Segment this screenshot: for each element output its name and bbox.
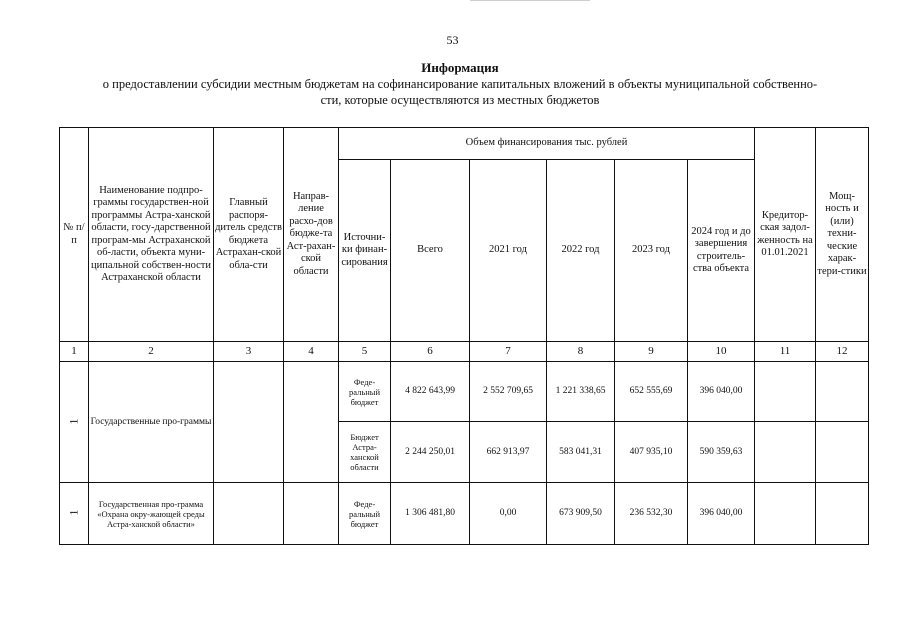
- table-row: [60, 483, 869, 545]
- column-number: 12: [816, 342, 869, 362]
- value-2023: 407 935,10: [615, 422, 688, 483]
- chief-manager-cell: [214, 362, 284, 483]
- header-name: Наименование подпро-граммы государствен-ной программы Астра-ханской области, госу-дарственной програм-мы Астраханской об-ласти, объекта муни-ципальной собствен-ности Астраханской области: [89, 128, 214, 342]
- funding-source: Феде-ральный бюджет: [339, 362, 391, 422]
- header-sources: Источни-ки финан-сирования: [339, 160, 391, 342]
- row-number-cell: [60, 483, 89, 545]
- column-number: 11: [755, 342, 816, 362]
- value-2021: 662 913,97: [470, 422, 547, 483]
- header-funding-group: Объем финансирования тыс. рублей: [339, 128, 755, 160]
- program-name: Государственные про-граммы: [89, 362, 214, 483]
- column-number: 3: [214, 342, 284, 362]
- header-creditor-debt: Кредитор-ская задол-женность на 01.01.2021: [755, 128, 816, 342]
- column-number: 1: [60, 342, 89, 362]
- row-number: 1: [66, 418, 81, 424]
- row-number: 1: [66, 509, 81, 516]
- creditor-debt-cell: [755, 422, 816, 483]
- table-row: [60, 362, 869, 422]
- document-title: Информация: [421, 60, 499, 75]
- header-2023: 2023 год: [615, 160, 688, 342]
- value-2022: 583 041,31: [547, 422, 615, 483]
- header-num: № п/п: [60, 128, 89, 342]
- chief-manager-cell: [214, 483, 284, 545]
- header-chief-manager: Главный распоря-дитель средств бюджета Астрахан-ской обла-сти: [214, 128, 284, 342]
- subsidy-table: [59, 127, 869, 545]
- document-heading: [60, 60, 860, 108]
- value-2021: 0,00: [470, 483, 547, 545]
- column-number: 7: [470, 342, 547, 362]
- header-capacity: Мощ-ность и (или) техни-ческие харак-тери-стики: [816, 128, 869, 342]
- value-2021: 2 552 709,65: [470, 362, 547, 422]
- value-2022: 1 221 338,65: [547, 362, 615, 422]
- funding-source: Феде-ральный бюджет: [339, 483, 391, 545]
- capacity-cell: [816, 422, 869, 483]
- capacity-cell: [816, 362, 869, 422]
- top-scan-line: [470, 0, 590, 1]
- expense-direction-cell: [284, 483, 339, 545]
- document-subtitle-line-2: сти, которые осуществляются из местных бюджетов: [320, 93, 600, 107]
- row-number-cell: [60, 362, 89, 483]
- header-row-1: [60, 128, 869, 160]
- header-2021: 2021 год: [470, 160, 547, 342]
- program-name: Государственная про-грамма «Охрана окру-жающей среды Астра-ханской области»: [89, 483, 214, 545]
- header-2022: 2022 год: [547, 160, 615, 342]
- value-total: 1 306 481,80: [391, 483, 470, 545]
- value-2024: 590 359,63: [688, 422, 755, 483]
- creditor-debt-cell: [755, 483, 816, 545]
- column-number-row: [60, 342, 869, 362]
- value-2022: 673 909,50: [547, 483, 615, 545]
- page-number: 53: [446, 33, 459, 47]
- value-2023: 236 532,30: [615, 483, 688, 545]
- document-subtitle-line-1: о предоставлении субсидии местным бюджетам на софинансирование капитальных вложений в объекты муниципальной собственно-: [102, 77, 818, 91]
- header-2024: 2024 год и до завершения строитель-ства объекта: [688, 160, 755, 342]
- value-total: 4 822 643,99: [391, 362, 470, 422]
- expense-direction-cell: [284, 362, 339, 483]
- column-number: 8: [547, 342, 615, 362]
- column-number: 5: [339, 342, 391, 362]
- funding-source: Бюджет Астра-ханской области: [339, 422, 391, 483]
- column-number: 6: [391, 342, 470, 362]
- value-2024: 396 040,00: [688, 362, 755, 422]
- value-2024: 396 040,00: [688, 483, 755, 545]
- header-total: Всего: [391, 160, 470, 342]
- column-number: 2: [89, 342, 214, 362]
- value-total: 2 244 250,01: [391, 422, 470, 483]
- creditor-debt-cell: [755, 362, 816, 422]
- column-number: 10: [688, 342, 755, 362]
- header-expense-direction: Направ-ление расхо-дов бюдже-та Аст-рахан-ской области: [284, 128, 339, 342]
- value-2023: 652 555,69: [615, 362, 688, 422]
- capacity-cell: [816, 483, 869, 545]
- column-number: 9: [615, 342, 688, 362]
- column-number: 4: [284, 342, 339, 362]
